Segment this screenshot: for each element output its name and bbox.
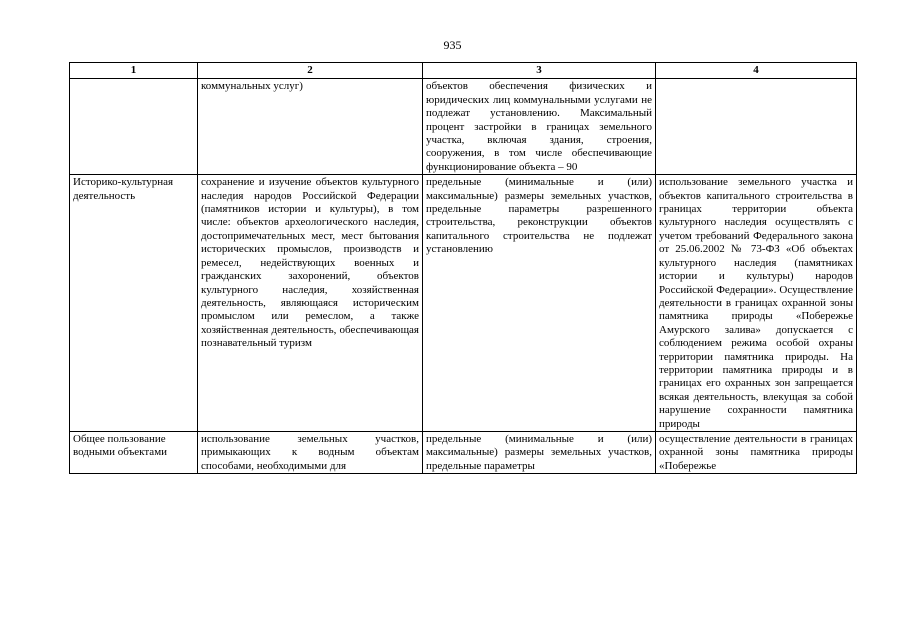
row-3-description: использование земельных участков, примыкающих к водным объектам способами, необходимыми для [198,431,423,473]
row-2-description: сохранение и изучение объектов культурного наследия народов Российской Федерации (памятников истории и культуры), в том числе: объектов археологического наследия, достопримечательных мест, мест бытования исторических промыслов, производств и ремесел, недействующих военных и гражданских захоронений, объектов культурного наследия, хозяйственная деятельность, являющаяся историческим промыслом или ремеслом, а также хозяйственная деятельность, обеспечивающая познавательный туризм [198,175,423,432]
table-header-row [70,63,857,79]
column-header-2: 2 [198,63,423,79]
row-1-type [70,79,198,175]
row-1-restrictions [656,79,857,175]
column-header-3: 3 [423,63,656,79]
row-3-restrictions: осуществление деятельности в границах охранной зоны памятника природы «Побережье [656,431,857,473]
row-2-type: Историко-культурная деятельность [70,175,198,432]
row-2-restrictions: использование земельного участка и объектов капитального строительства в границах территории объекта культурного наследия осуществлять с учетом требований Федерального закона от 25.06.2002 № 73-ФЗ «Об объектах культурного наследия (памятниках истории и культуры) народов Российской Федерации». Осуществление деятельности в границах охранной зоны памятника природы «Побережье Амурского залива» допускается с соблюдением режима особой охраны территории памятника природы. На территории памятника природы и в границах его охранных зон запрещается всякая деятельность, влекущая за собой нарушение сохранности памятника природы [656,175,857,432]
row-1-parameters: объектов обеспечения физических и юридических лиц коммунальными услугами не подлежат установлению. Максимальный процент застройки в границах земельного участка, включая здания, строения, сооружения, в том числе обеспечивающие функционирование объекта – 90 [423,79,656,175]
table-row [70,431,857,473]
column-header-1: 1 [70,63,198,79]
table-row [70,79,857,175]
zoning-table [69,62,857,474]
row-1-description: коммунальных услуг) [198,79,423,175]
row-3-parameters: предельные (минимальные и (или) максимальные) размеры земельных участков, предельные параметры [423,431,656,473]
row-2-parameters: предельные (минимальные и (или) максимальные) размеры земельных участков, предельные параметры разрешенного строительства, реконструкции объектов капитального строительства не подлежат установлению [423,175,656,432]
row-3-type: Общее пользование водными объектами [70,431,198,473]
page-number: 935 [443,38,462,52]
table-row [70,175,857,432]
column-header-4: 4 [656,63,857,79]
